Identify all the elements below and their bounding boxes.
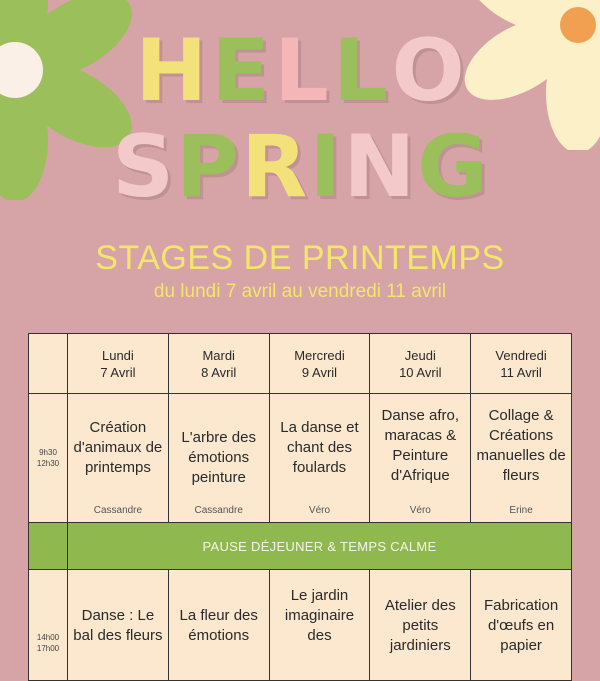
- morning-time-cell: [29, 394, 68, 523]
- day-name: Lundi: [101, 347, 134, 363]
- activity-title: L'arbre des émotions peinture: [181, 429, 256, 486]
- hello-letter: O: [391, 21, 465, 121]
- animator-name: Cassandre: [93, 505, 143, 516]
- time-start: 14h00: [36, 633, 60, 642]
- break-time-cell: [29, 523, 68, 570]
- spring-letter: S: [112, 117, 175, 217]
- day-header: [168, 334, 269, 394]
- activity-cell: [269, 394, 370, 523]
- activity-title: Le jardin imaginaire des: [284, 587, 355, 644]
- morning-row: [29, 394, 572, 523]
- time-end: 17h00: [36, 644, 60, 653]
- page-title: STAGES DE PRINTEMPS: [95, 239, 505, 277]
- day-date: 8 Avril: [201, 364, 237, 380]
- spring-letter: N: [343, 117, 416, 217]
- hello-letter: E: [211, 21, 270, 121]
- activity-cell: [370, 570, 471, 681]
- date-range: du lundi 7 avril au vendredi 11 avril: [153, 281, 447, 302]
- animator-name: Véro: [409, 505, 431, 516]
- animator-name: Cassandre: [194, 505, 243, 516]
- day-name: Jeudi: [404, 347, 436, 363]
- hello-letter: H: [135, 21, 208, 121]
- activity-title: Atelier des petits jardiniers: [384, 597, 456, 654]
- activity-cell: [269, 570, 370, 681]
- spring-heading: [0, 117, 600, 217]
- activity-cell: [68, 570, 169, 681]
- activity-title: Danse : Le bal des fleurs: [73, 607, 163, 644]
- day-date: 7 Avril: [100, 364, 136, 380]
- day-date: 9 Avril: [301, 364, 338, 380]
- time-end: 12h30: [36, 459, 60, 468]
- activity-title: Danse afro, maracas & Peinture d'Afrique: [381, 407, 460, 484]
- corner-cell: [29, 334, 68, 394]
- time-start: 9h30: [39, 448, 57, 457]
- hello-heading: [0, 21, 600, 121]
- activity-title: Collage & Créations manuelles de fleurs: [476, 407, 566, 484]
- activity-cell: [168, 394, 269, 523]
- spring-letter: I: [309, 117, 342, 217]
- afternoon-time-cell: [29, 570, 68, 681]
- animator-name: Erine: [509, 505, 533, 516]
- activity-title: La danse et chant des foulards: [280, 419, 359, 476]
- activity-title: Création d'animaux de printemps: [73, 419, 163, 476]
- activity-title: La fleur des émotions: [179, 607, 258, 644]
- activity-cell: [471, 394, 572, 523]
- day-date: 11 Avril: [500, 364, 542, 380]
- animator-name: Véro: [308, 505, 331, 516]
- schedule-table: [28, 333, 572, 681]
- hello-letter: L: [332, 21, 388, 121]
- spring-letter: R: [241, 117, 308, 217]
- hello-letter: L: [274, 21, 329, 121]
- day-header: [269, 334, 370, 394]
- day-header: [68, 334, 169, 394]
- activity-cell: [68, 394, 169, 523]
- day-date: 10 Avril: [399, 364, 442, 380]
- table-header-row: [29, 334, 572, 394]
- activity-cell: [168, 570, 269, 681]
- day-name: Mardi: [202, 347, 235, 363]
- day-header: [471, 334, 572, 394]
- spring-letter: G: [417, 117, 488, 217]
- lunch-break-label: PAUSE DÉJEUNER & TEMPS CALME: [68, 523, 572, 570]
- lunch-break-row: [29, 523, 572, 570]
- activity-cell: [471, 570, 572, 681]
- day-name: Vendredi: [495, 347, 547, 363]
- spring-letter: P: [176, 117, 240, 217]
- afternoon-row: [29, 570, 572, 681]
- day-name: Mercredi: [294, 347, 345, 363]
- activity-title: Fabrication d'œufs en papier: [483, 597, 559, 654]
- activity-cell: [370, 394, 471, 523]
- day-header: [370, 334, 471, 394]
